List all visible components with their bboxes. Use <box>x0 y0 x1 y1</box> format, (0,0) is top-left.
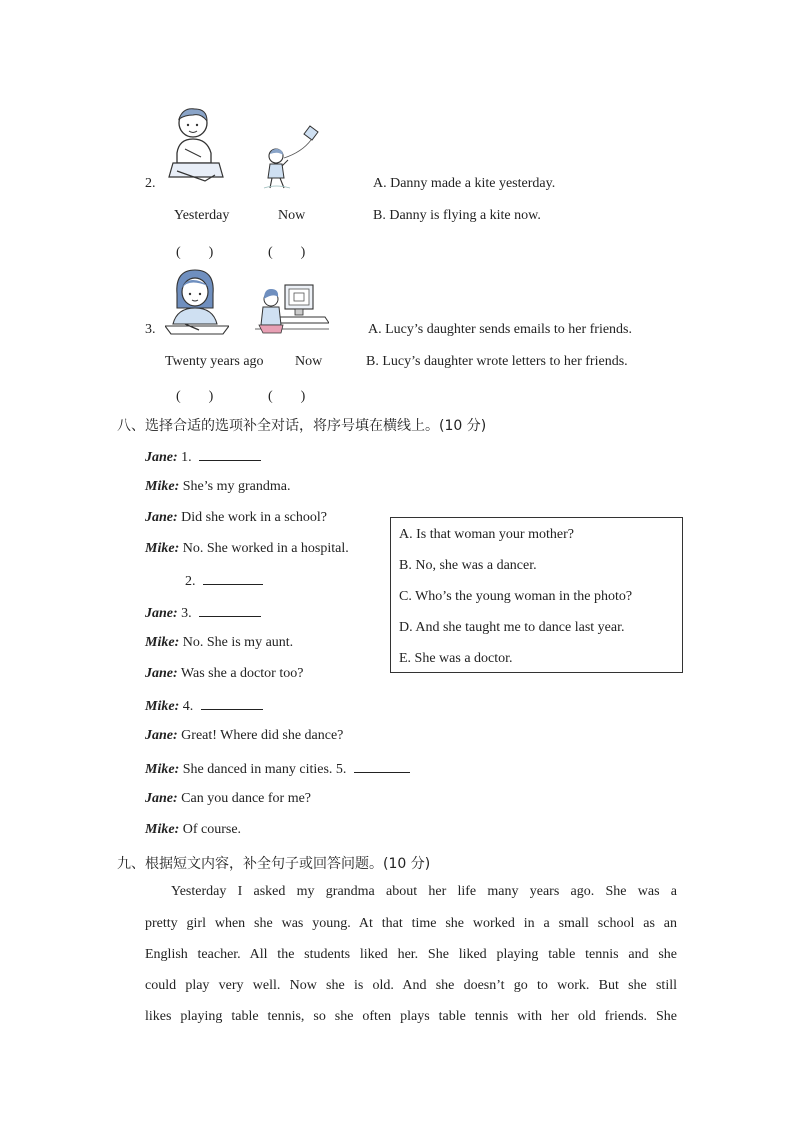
passage-line-1: Yesterday I asked my grandma about her life many years ago. She was a <box>171 884 677 899</box>
question-2-label-yesterday: Yesterday <box>174 208 230 223</box>
question-3-option-a: A. Lucy’s daughter sends emails to her friends. <box>368 322 632 337</box>
dialogue-line-5 <box>185 572 263 590</box>
dialogue-line-12: Jane: Can you dance for me? <box>145 791 312 806</box>
dialogue-text: 2. <box>185 574 196 589</box>
boy-flying-kite-image <box>262 122 328 192</box>
speaker-mike: Mike <box>145 699 175 714</box>
question-2-answer-paren-left: ( ) <box>176 245 214 260</box>
answer-blank-3[interactable] <box>199 604 261 617</box>
dialogue-line-2: Mike: She’s my grandma. <box>145 479 291 494</box>
question-3-option-b: B. Lucy’s daughter wrote letters to her friends. <box>366 354 628 369</box>
passage-line-3: English teacher. All the students liked her. She liked playing table tennis and she <box>145 947 677 962</box>
section-8-title: 八、选择合适的选项补全对话，将序号填在横线上。(10 分) <box>117 418 487 434</box>
dialogue-line-1: Jane: 1. <box>145 448 261 466</box>
section-9-title: 九、根据短文内容，补全句子或回答问题。(10 分) <box>117 856 431 872</box>
passage-line-4: could play very well. Now she is old. And she doesn’t go to work. But she still <box>145 978 677 993</box>
dialogue-text: Was she a doctor too? <box>177 666 304 681</box>
dialogue-line-6: Jane: 3. <box>145 604 261 622</box>
passage-line-2: pretty girl when she was young. At that time she worked in a small school as an <box>145 916 677 931</box>
speaker-jane: Jane <box>145 450 173 465</box>
speaker-mike: Mike <box>145 635 175 650</box>
dialogue-text: 1. <box>177 450 192 465</box>
options-box <box>390 517 683 673</box>
dialogue-text: Of course. <box>179 822 242 837</box>
passage-line-5: likes playing table tennis, so she often plays table tennis with her old friends. She <box>145 1009 677 1024</box>
dialogue-text: Great! Where did she dance? <box>177 728 344 743</box>
question-2-number: 2. <box>145 176 156 191</box>
dialogue-text: She’s my grandma. <box>179 479 291 494</box>
speaker-jane: Jane <box>145 510 173 525</box>
question-2-answer-paren-right: ( ) <box>268 245 306 260</box>
speaker-mike: Mike <box>145 822 175 837</box>
girl-at-computer-image <box>255 283 329 337</box>
answer-blank-4[interactable] <box>201 697 263 710</box>
question-3-number: 3. <box>145 322 156 337</box>
question-2-option-a: A. Danny made a kite yesterday. <box>373 176 556 191</box>
dialogue-text: No. She is my aunt. <box>179 635 294 650</box>
answer-blank-1[interactable] <box>199 448 261 461</box>
dialogue-text: 3. <box>177 606 192 621</box>
speaker-jane: Jane <box>145 728 173 743</box>
option-b: B. No, she was a dancer. <box>399 558 537 573</box>
speaker-jane: Jane <box>145 791 173 806</box>
dialogue-line-9: Mike: 4. <box>145 697 263 715</box>
dialogue-line-13: Mike: Of course. <box>145 822 242 837</box>
option-d: D. And she taught me to dance last year. <box>399 620 625 635</box>
dialogue-line-10: Jane: Great! Where did she dance? <box>145 728 344 743</box>
option-a: A. Is that woman your mother? <box>399 527 574 542</box>
speaker-mike: Mike <box>145 762 175 777</box>
option-e: E. She was a doctor. <box>399 651 513 666</box>
question-3-answer-paren-right: ( ) <box>268 389 306 404</box>
dialogue-text: 4. <box>179 699 194 714</box>
dialogue-line-3: Jane: Did she work in a school? <box>145 510 327 525</box>
speaker-jane: Jane <box>145 606 173 621</box>
answer-blank-5[interactable] <box>354 760 410 773</box>
question-2-option-b: B. Danny is flying a kite now. <box>373 208 541 223</box>
question-3-label-twenty-years-ago: Twenty years ago <box>165 354 264 369</box>
question-2-label-now: Now <box>278 208 306 223</box>
dialogue-text: Can you dance for me? <box>177 791 312 806</box>
dialogue-text: She danced in many cities. 5. <box>179 762 347 777</box>
question-3-label-now: Now <box>295 354 323 369</box>
speaker-mike: Mike <box>145 479 175 494</box>
dialogue-line-11: Mike: She danced in many cities. 5. <box>145 760 410 778</box>
dialogue-line-4: Mike: No. She worked in a hospital. <box>145 541 349 556</box>
dialogue-text: Did she work in a school? <box>177 510 327 525</box>
girl-writing-letter-image <box>165 268 229 336</box>
question-3-answer-paren-left: ( ) <box>176 389 214 404</box>
answer-blank-2[interactable] <box>203 572 263 585</box>
dialogue-line-8: Jane: Was she a doctor too? <box>145 666 304 681</box>
dialogue-text: No. She worked in a hospital. <box>179 541 349 556</box>
option-c: C. Who’s the young woman in the photo? <box>399 589 633 604</box>
boy-making-kite-image <box>165 105 227 187</box>
speaker-mike: Mike <box>145 541 175 556</box>
speaker-jane: Jane <box>145 666 173 681</box>
dialogue-line-7: Mike: No. She is my aunt. <box>145 635 294 650</box>
